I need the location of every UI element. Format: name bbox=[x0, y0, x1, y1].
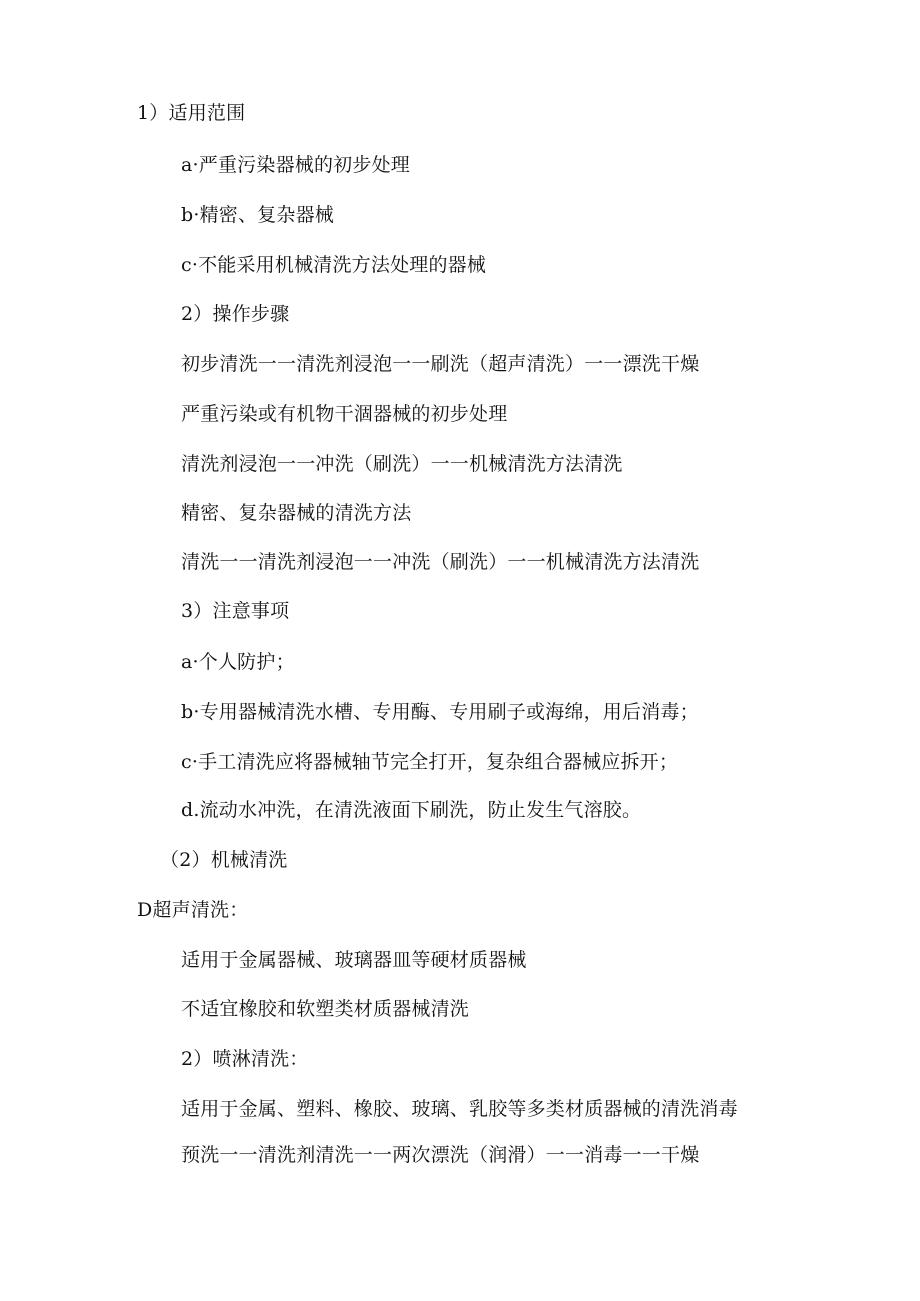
list-item: b·精密、复杂器械 bbox=[181, 204, 335, 226]
paragraph-line: 清洗一一清洗剂浸泡一一冲洗（刷洗）一一机械清洗方法清洗 bbox=[181, 551, 700, 573]
section-heading-spray: 2）喷淋清洗： bbox=[181, 1048, 309, 1070]
list-item: d.流动水冲洗，在清洗液面下刷洗，防止发生气溶胶。 bbox=[181, 799, 642, 821]
list-item: c·不能采用机械清洗方法处理的器械 bbox=[181, 254, 487, 276]
list-item: a·严重污染器械的初步处理 bbox=[181, 154, 410, 176]
section-heading-machine-cleaning: （2）机械清洗 bbox=[160, 849, 288, 871]
paragraph-line: 初步清洗一一清洗剂浸泡一一刷洗（超声清洗）一一漂洗干燥 bbox=[181, 353, 700, 375]
section-heading-scope: 1）适用范围 bbox=[137, 102, 246, 124]
paragraph-line: 严重污染或有机物干涸器械的初步处理 bbox=[181, 403, 508, 425]
paragraph-line: 预洗一一清洗剂清洗一一两次漂洗（润滑）一一消毒一一干燥 bbox=[181, 1144, 700, 1166]
paragraph-line: 精密、复杂器械的清洗方法 bbox=[181, 502, 412, 524]
paragraph-line: 适用于金属器械、玻璃器皿等硬材质器械 bbox=[181, 949, 527, 971]
paragraph-line: 不适宜橡胶和软塑类材质器械清洗 bbox=[181, 998, 470, 1020]
paragraph-line: 清洗剂浸泡一一冲洗（刷洗）一一机械清洗方法清洗 bbox=[181, 453, 623, 475]
section-heading-ultrasonic: D超声清洗： bbox=[137, 899, 249, 921]
section-heading-steps: 2）操作步骤 bbox=[181, 303, 290, 325]
list-item: b·专用器械清洗水槽、专用酶、专用刷子或海绵，用后消毒； bbox=[181, 701, 699, 723]
list-item: c·手工清洗应将器械轴节完全打开，复杂组合器械应拆开； bbox=[181, 751, 679, 773]
section-heading-notes: 3）注意事项 bbox=[181, 600, 290, 622]
paragraph-line: 适用于金属、塑料、橡胶、玻璃、乳胶等多类材质器械的清洗消毒 bbox=[181, 1098, 738, 1120]
list-item: a·个人防护； bbox=[181, 651, 295, 673]
